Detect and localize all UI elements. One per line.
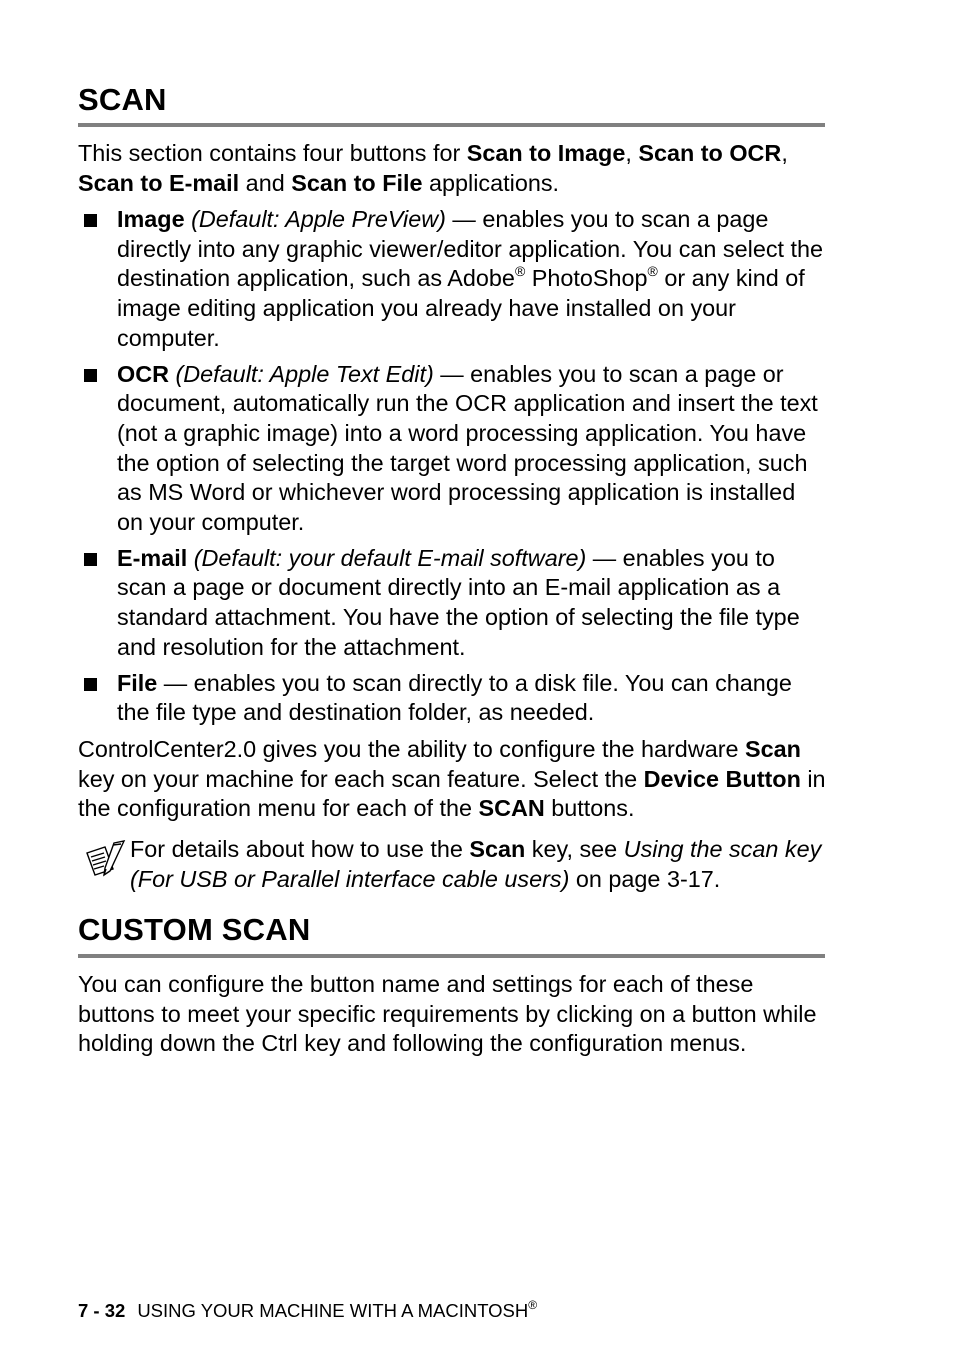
list-item-email: E-mail (Default: your default E-mail software) — enables you to scan a page or document directly into an E-mail application as a standard attachment. You have the option of selecting the file type and resolution for the attachment. <box>78 544 826 663</box>
square-bullet-icon <box>84 553 97 566</box>
square-bullet-icon <box>84 214 97 227</box>
note-pencil-icon <box>84 839 128 887</box>
list-item-file: File — enables you to scan directly to a disk file. You can change the file type and destination folder, as needed. <box>78 669 826 728</box>
square-bullet-icon <box>84 678 97 691</box>
controlcenter-paragraph: ControlCenter2.0 gives you the ability to configure the hardware Scan key on your machine for each scan feature. Select the Device Button in the configuration menu for each of the SCAN buttons. <box>78 736 826 822</box>
section-heading-scan: SCAN <box>78 82 167 117</box>
note-text: For details about how to use the Scan key, see Using the scan key (For USB or Parallel interface cable users) on page 3-17. <box>130 836 822 892</box>
square-bullet-icon <box>84 369 97 382</box>
list-item-image: Image (Default: Apple PreView) — enables you to scan a page directly into any graphic viewer/editor application. You can select the destination application, such as Adobe® PhotoShop® or any kind of image editing application you already have installed on your computer. <box>78 205 826 354</box>
cross-reference-link: Using the scan key (For USB or Parallel interface cable users) <box>130 836 822 892</box>
feature-list <box>78 205 826 734</box>
list-item-ocr: OCR (Default: Apple Text Edit) — enables you to scan a page or document, automatically run the OCR application and insert the text (not a graphic image) into a word processing application. You have the option of selecting the target word processing application, such as MS Word or whichever word processing application is installed on your computer. <box>78 360 826 538</box>
custom-scan-paragraph: You can configure the button name and settings for each of these buttons to meet your specific requirements by clicking on a button while holding down the Ctrl key and following the configuration menus. <box>78 971 817 1057</box>
intro-paragraph: This section contains four buttons for Scan to Image, Scan to OCR, Scan to E-mail and Scan to File applications. <box>78 140 788 196</box>
heading-rule <box>78 954 825 958</box>
chapter-title: USING YOUR MACHINE WITH A MACINTOSH <box>137 1300 529 1321</box>
page-footer: 7 - 32 USING YOUR MACHINE WITH A MACINTOSH® <box>78 1297 538 1321</box>
heading-rule <box>78 123 825 127</box>
section-heading-custom-scan: CUSTOM SCAN <box>78 912 311 947</box>
page-number: 7 - 32 <box>78 1300 126 1321</box>
